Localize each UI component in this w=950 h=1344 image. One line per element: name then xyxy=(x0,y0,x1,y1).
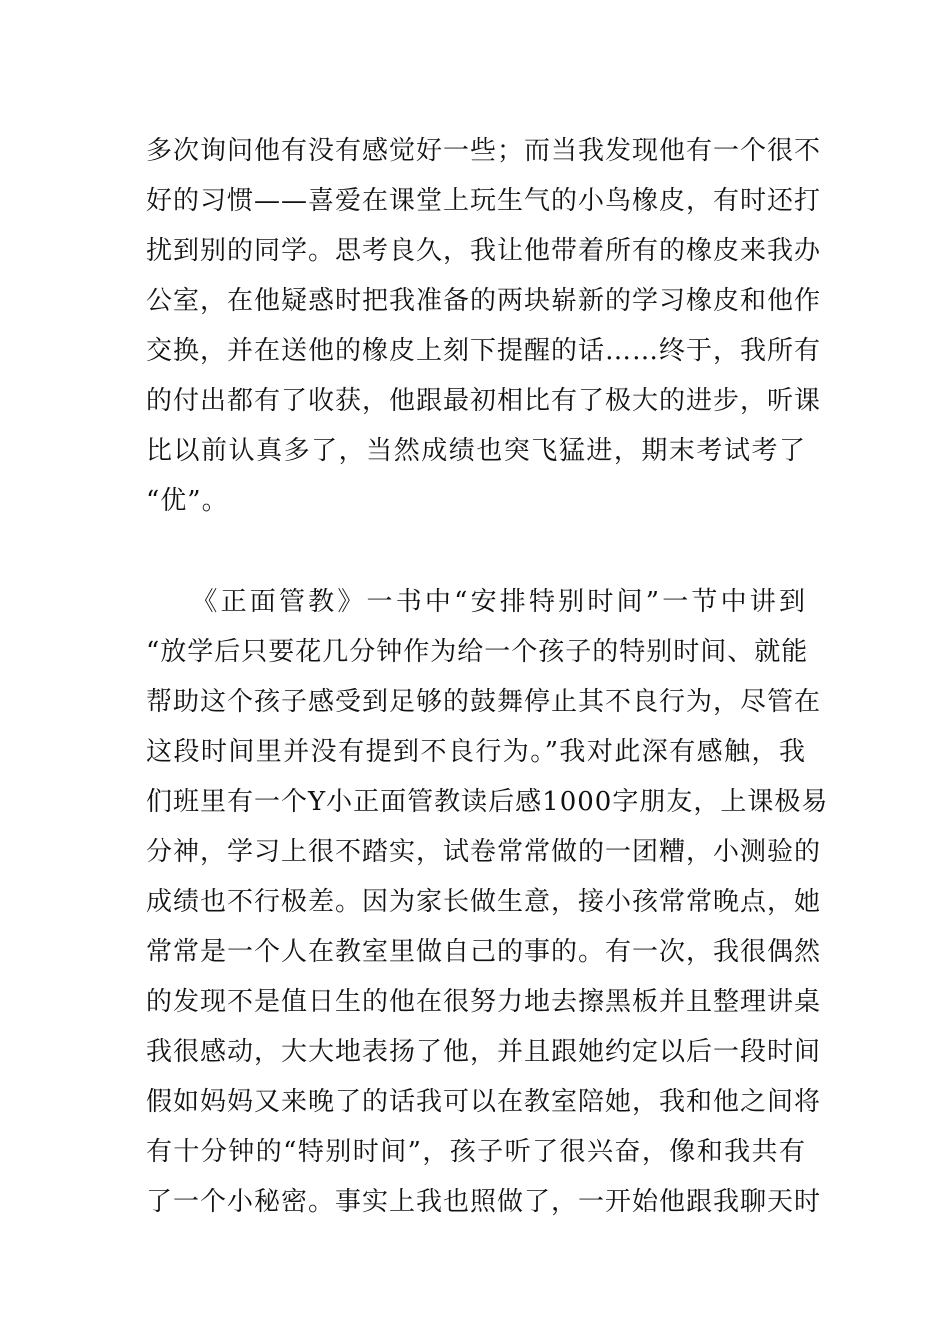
text-line-first: 《正面管教》一书中“安排特别时间”一节中讲到 xyxy=(146,587,806,617)
text-line: “放学后只要花几分钟作为给一个孩子的特别时间、就能 xyxy=(146,637,809,667)
text-line: 帮助这个孩子感受到足够的鼓舞停止其不良行为，尽管在 xyxy=(146,687,822,717)
text-line: 有十分钟的“特别时间”，孩子听了很兴奋，像和我共有 xyxy=(146,1137,806,1167)
text-line: 的发现不是值日生的他在很努力地去擦黑板并且整理讲桌 xyxy=(146,987,822,1017)
text-line-last: “优”。 xyxy=(146,486,229,516)
text-line: 多次询问他有没有感觉好一些；而当我发现他有一个很不 xyxy=(146,136,822,166)
text-line: 交换，并在送他的橡皮上刻下提醒的话……终于，我所有 xyxy=(146,336,822,366)
text-line: 分神，学习上很不踏实，试卷常常做的一团糟，小测验的 xyxy=(146,837,822,867)
text-line: 假如妈妈又来晚了的话我可以在教室陪她，我和他之间将 xyxy=(146,1087,822,1117)
text-line: 成绩也不行极差。因为家长做生意，接小孩常常晚点，她 xyxy=(146,887,822,917)
text-line: 的付出都有了收获，他跟最初相比有了极大的进步，听课 xyxy=(146,386,822,416)
text-line: 了一个小秘密。事实上我也照做了，一开始他跟我聊天时 xyxy=(146,1187,822,1217)
text-line: 这段时间里并没有提到不良行为。”我对此深有感触，我 xyxy=(146,737,806,767)
paragraph-2 xyxy=(146,577,829,1227)
text-line: 们班里有一个Y小正面管教读后感1000字朋友，上课极易 xyxy=(146,787,829,817)
text-line: 常常是一个人在教室里做自己的事的。有一次，我很偶然 xyxy=(146,937,822,967)
text-line: 比以前认真多了，当然成绩也突飞猛进，期末考试考了 xyxy=(146,436,806,466)
text-line: 我很感动，大大地表扬了他，并且跟她约定以后一段时间 xyxy=(146,1037,822,1067)
text-line: 扰到别的同学。思考良久，我让他带着所有的橡皮来我办 xyxy=(146,236,822,266)
paragraph-1 xyxy=(146,126,822,526)
text-line: 公室，在他疑惑时把我准备的两块崭新的学习橡皮和他作 xyxy=(146,286,822,316)
text-line: 好的习惯——喜爱在课堂上玩生气的小鸟橡皮，有时还打 xyxy=(146,186,822,216)
